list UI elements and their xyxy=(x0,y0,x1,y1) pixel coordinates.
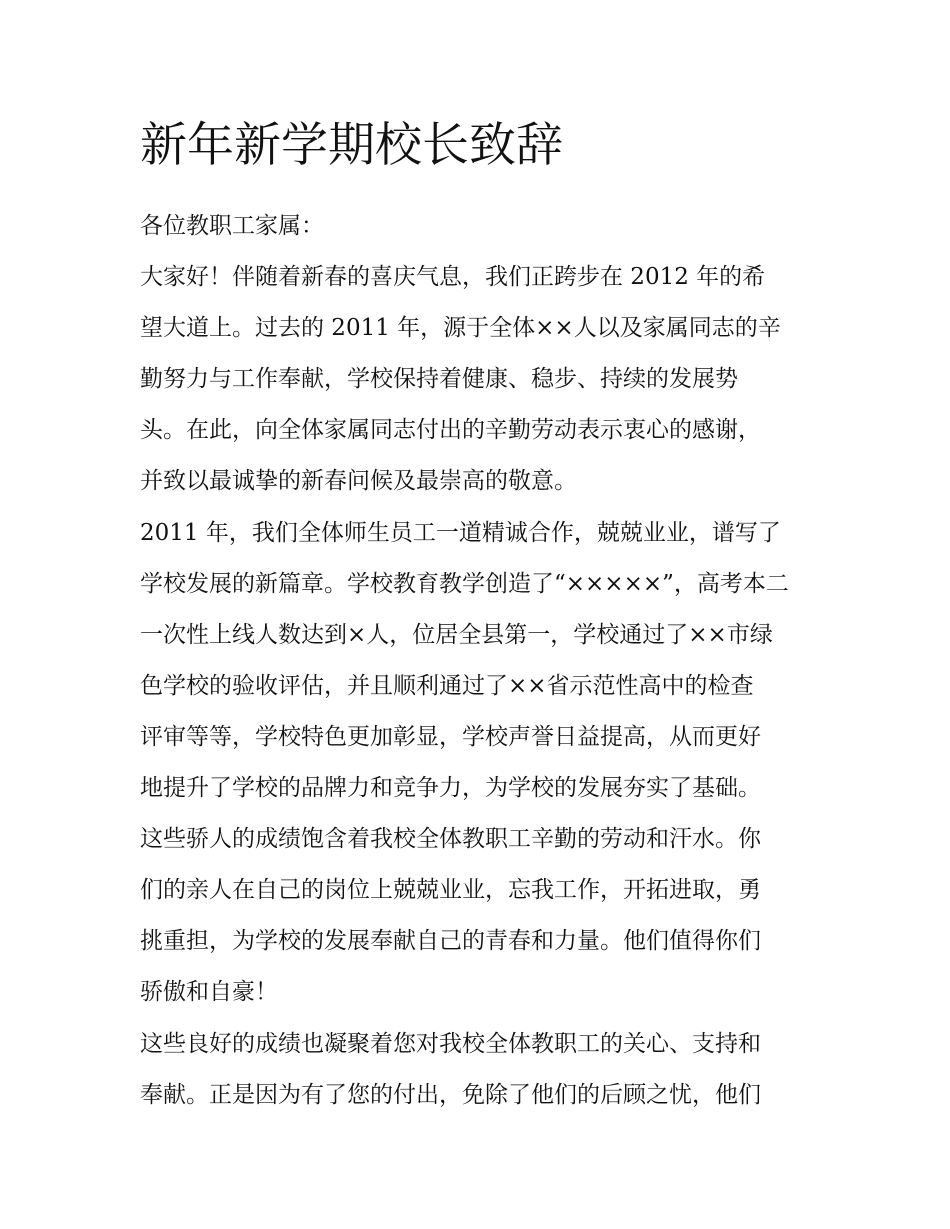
body-line: 骄傲和自豪！ xyxy=(140,979,278,1006)
body-line: 色学校的验收评估，并且顺利通过了××省示范性高中的检查 xyxy=(140,672,754,699)
body-line: 望大道上。过去的 2011 年，源于全体××人以及家属同志的辛 xyxy=(140,315,781,342)
body-line: 奉献。正是因为有了您的付出，免除了他们的后顾之忧，他们 xyxy=(140,1081,761,1108)
body-line: 评审等等，学校特色更加彰显，学校声誉日益提高，从而更好 xyxy=(140,723,761,750)
body-line: 挑重担，为学校的发展奉献自己的青春和力量。他们值得你们 xyxy=(140,928,761,955)
document-title: 新年新学期校长致辞 xyxy=(140,118,563,173)
body-line: 地提升了学校的品牌力和竞争力，为学校的发展夯实了基础。 xyxy=(140,775,761,802)
body-line: 这些良好的成绩也凝聚着您对我校全体教职工的关心、支持和 xyxy=(140,1030,761,1057)
body-line: 2011 年，我们全体师生员工一道精诚合作，兢兢业业，谱写了 xyxy=(140,519,781,546)
body-line: 头。在此，向全体家属同志付出的辛勤劳动表示衷心的感谢， xyxy=(140,417,761,444)
body-line: 勤努力与工作奉献，学校保持着健康、稳步、持续的发展势 xyxy=(140,366,738,393)
body-line: 大家好！伴随着新春的喜庆气息，我们正跨步在 2012 年的希 xyxy=(140,264,766,291)
body-line: 并致以最诚挚的新春问候及最崇高的敬意。 xyxy=(140,468,577,495)
body-line: 们的亲人在自己的岗位上兢兢业业，忘我工作，开拓进取，勇 xyxy=(140,877,761,904)
body-line: 这些骄人的成绩饱含着我校全体教职工辛勤的劳动和汗水。你 xyxy=(140,826,761,853)
body-line: 学校发展的新篇章。学校教育教学创造了“×××××”，高考本二 xyxy=(140,570,789,597)
document-body xyxy=(140,201,830,1121)
salutation-line: 各位教职工家属： xyxy=(140,213,324,239)
body-line: 一次性上线人数达到×人，位居全县第一，学校通过了××市绿 xyxy=(140,621,773,648)
